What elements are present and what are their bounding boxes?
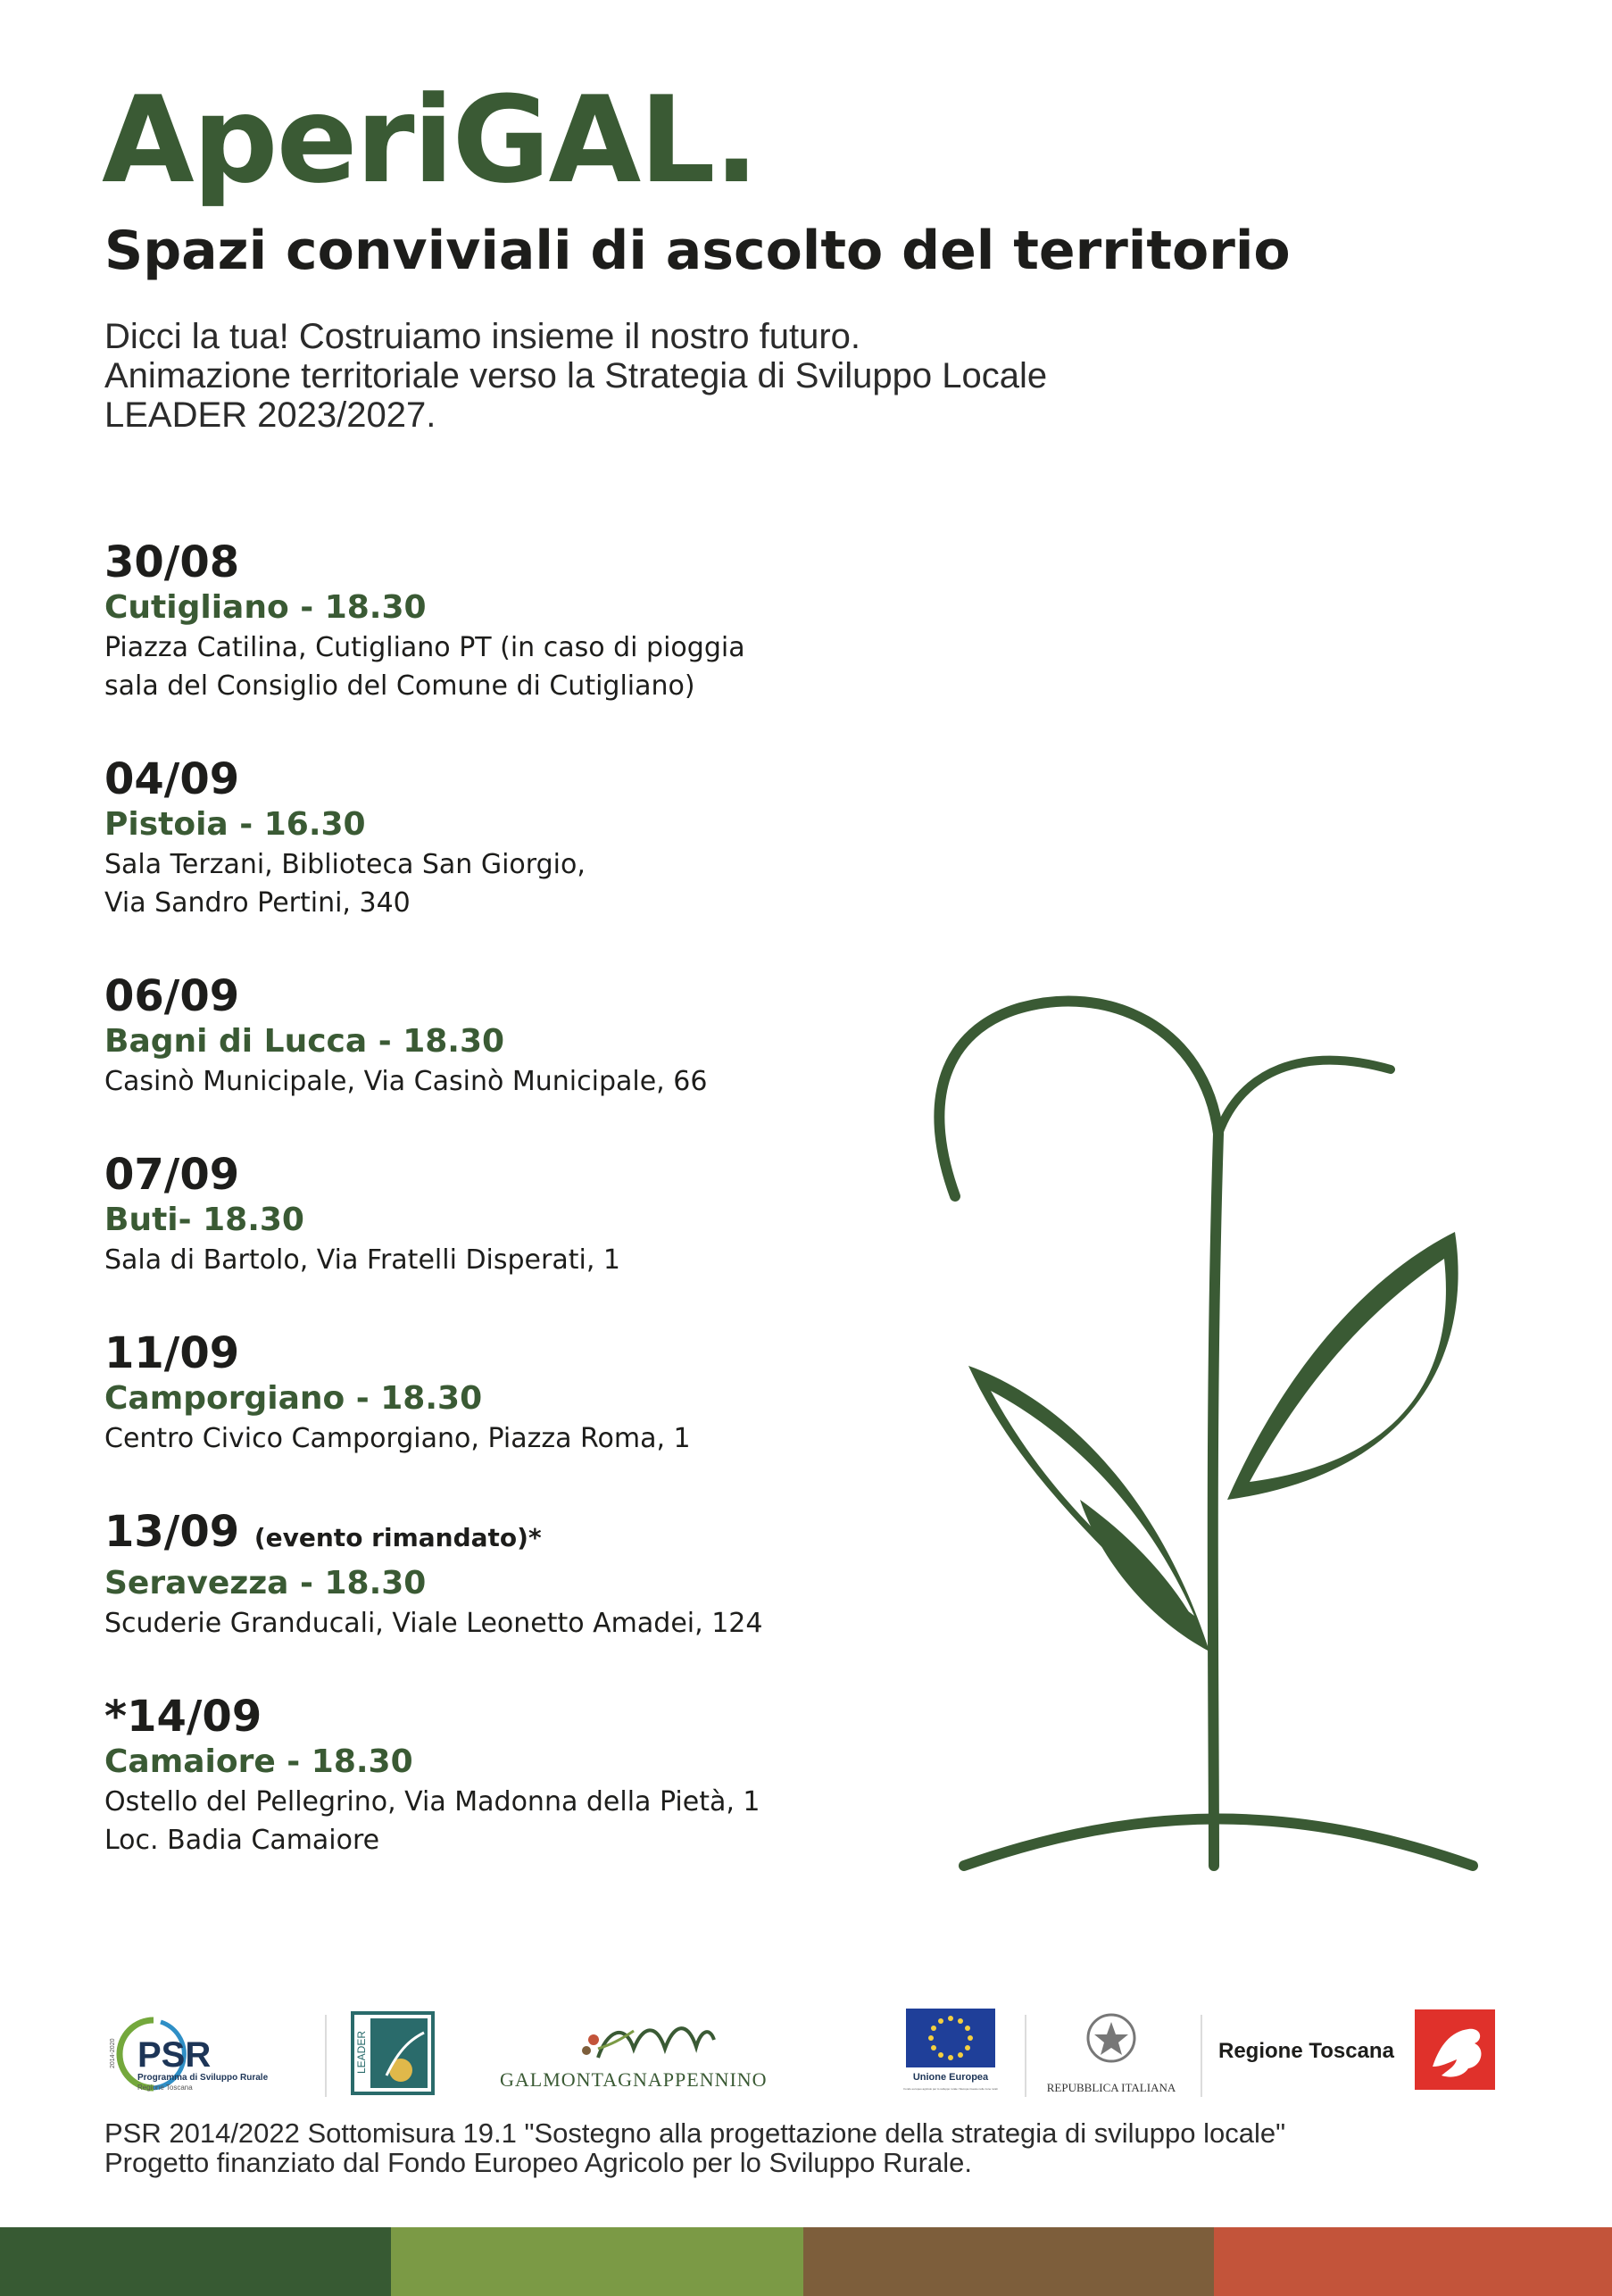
footer-line: PSR 2014/2022 Sottomisura 19.1 "Sostegno alla progettazione della strategia di sviluppo locale" (104, 2117, 1286, 2149)
event-item (104, 1692, 908, 1859)
partner-logos (107, 2004, 1500, 2102)
event-place-time: Pistoia - 16.30 (104, 806, 366, 843)
event-address: Sala Terzani, Biblioteca San Giorgio, (104, 849, 586, 880)
event-item (104, 1150, 908, 1279)
gal-logo (500, 2004, 821, 2102)
event-place-time: Camporgiano - 18.30 (104, 1380, 483, 1417)
funding-note (104, 2118, 1285, 2177)
plant-top-left-curl (939, 1001, 1218, 1196)
gal-mark (500, 2004, 821, 2102)
svg-text:GALMONTAGNAPPENNINO: GALMONTAGNAPPENNINO (500, 2068, 768, 2091)
eu-flag (902, 2004, 1000, 2102)
psr-mark (107, 2004, 312, 2102)
svg-text:PSR: PSR (137, 2035, 212, 2075)
svg-text:LEADER: LEADER (355, 2030, 368, 2074)
color-bar-segment (0, 2227, 391, 2296)
event-item (104, 754, 908, 922)
intro-line: Animazione territoriale verso la Strategia di Sviluppo Locale (104, 356, 1048, 395)
event-address: Loc. Badia Camaiore (104, 1825, 380, 1856)
color-bar (0, 2227, 1612, 2296)
event-place-time: Seravezza - 18.30 (104, 1565, 427, 1601)
event-date: 30/08 (104, 537, 240, 587)
event-item (104, 537, 908, 705)
leader-mark (351, 2011, 435, 2095)
plant-top-right-curl (1218, 1061, 1391, 1134)
event-list (104, 537, 908, 1909)
event-address: Scuderie Granducali, Viale Leonetto Amadei, 124 (104, 1608, 763, 1639)
event-date: 04/09 (104, 754, 240, 804)
poster-subtitle: Spazi conviviali di ascolto del territorio (104, 220, 1291, 282)
event-address: Casinò Municipale, Via Casinò Municipale, 66 (104, 1066, 708, 1097)
event-address: Sala di Bartolo, Via Fratelli Disperati, 1 (104, 1244, 620, 1276)
italy-emblem (1044, 2004, 1178, 2102)
svg-text:Programma di Sviluppo Rurale: Programma di Sviluppo Rurale (137, 2073, 269, 2083)
intro-text (104, 317, 1047, 435)
event-address: Ostello del Pellegrino, Via Madonna della Pietà, 1 (104, 1786, 760, 1818)
eu-logo (902, 2004, 1000, 2102)
event-place-time: Cutigliano - 18.30 (104, 589, 427, 626)
event-item (104, 1328, 908, 1458)
event-date: 06/09 (104, 971, 240, 1021)
color-bar-segment (1214, 2227, 1612, 2296)
event-item (104, 971, 908, 1101)
event-item (104, 1507, 908, 1643)
event-date: 07/09 (104, 1150, 240, 1200)
intro-line: Dicci la tua! Costruiamo insieme il nostro futuro. (104, 317, 860, 356)
sprout-illustration (919, 973, 1491, 1884)
event-address: sala del Consiglio del Comune di Cutigliano) (104, 670, 695, 702)
color-bar-segment (803, 2227, 1214, 2296)
event-note: (evento rimandato)* (253, 1523, 542, 1552)
svg-text:Unione Europea: Unione Europea (912, 2072, 989, 2083)
plant-stem (1213, 1134, 1218, 1866)
leader-logo (348, 2004, 437, 2102)
svg-text:REPUBBLICA ITALIANA: REPUBBLICA ITALIANA (1046, 2081, 1176, 2094)
svg-text:Fondo europeo agricolo per lo: Fondo europeo agricolo per lo sviluppo rurale: l'Europa investe nelle zone rurali (903, 2087, 998, 2091)
italy-logo (1044, 2004, 1178, 2102)
logo-divider (325, 2015, 327, 2097)
logo-divider (1025, 2015, 1026, 2097)
psr-logo (107, 2004, 312, 2102)
footer-line: Progetto finanziato dal Fondo Europeo Agricolo per lo Sviluppo Rurale. (104, 2147, 972, 2178)
event-address: Piazza Catilina, Cutigliano PT (in caso di pioggia (104, 632, 745, 663)
poster-title: AperiGAL. (102, 71, 758, 210)
plant-right-leaf (1227, 1232, 1458, 1500)
svg-text:2014-2020: 2014-2020 (110, 2038, 116, 2068)
intro-line: LEADER 2023/2027. (104, 395, 436, 435)
toscana-mark (1214, 2004, 1500, 2102)
svg-text:Regione Toscana: Regione Toscana (1218, 2039, 1394, 2063)
event-address: Via Sandro Pertini, 340 (104, 887, 411, 919)
event-date: *14/09 (104, 1692, 262, 1742)
event-address: Centro Civico Camporgiano, Piazza Roma, 1 (104, 1423, 691, 1454)
event-date: 13/09 (evento rimandato)* (104, 1507, 542, 1557)
event-place-time: Camaiore - 18.30 (104, 1743, 413, 1780)
color-bar-segment (391, 2227, 803, 2296)
event-place-time: Buti- 18.30 (104, 1202, 304, 1238)
logo-divider (1201, 2015, 1202, 2097)
toscana-logo (1214, 2004, 1500, 2102)
event-place-time: Bagni di Lucca - 18.30 (104, 1023, 505, 1060)
event-date: 11/09 (104, 1328, 240, 1378)
svg-text:Regione Toscana: Regione Toscana (137, 2084, 193, 2092)
